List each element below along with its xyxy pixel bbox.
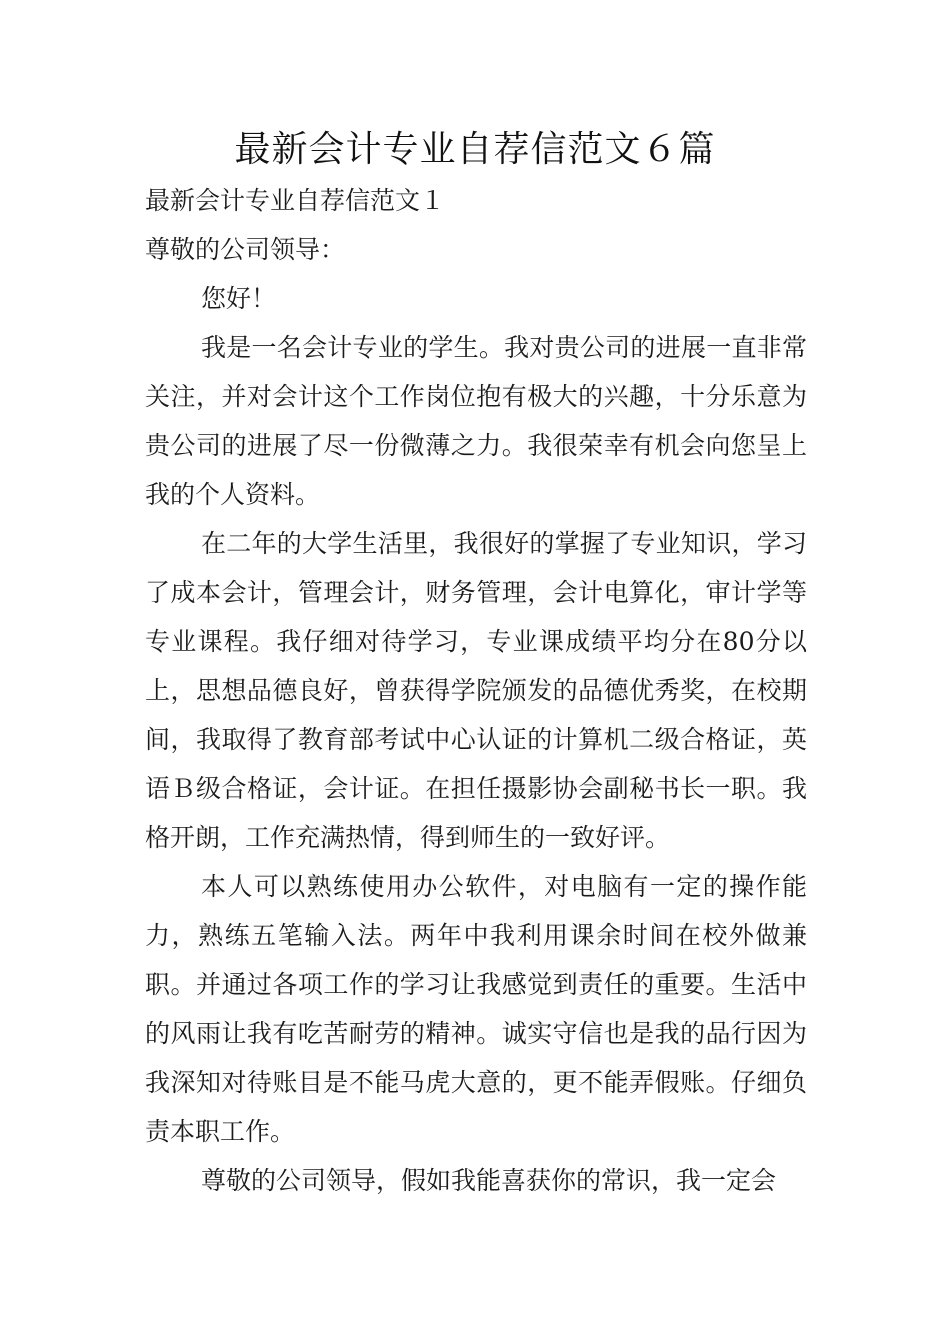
paragraph-closing: 尊敬的公司领导，假如我能喜获你的常识，我一定会: [201, 1166, 777, 1195]
salutation: 尊敬的公司领导：: [145, 235, 346, 264]
document-body: [145, 176, 807, 1205]
paragraph-education: 在二年的大学生活里，我很好的掌握了专业知识，学习了成本会计，管理会计，财务管理，会计电算化，审计学等专业课程。我仔细对待学习，专业课成绩平均分在80分以上，思想品德良好，曾获得学院颁发的品德优秀奖，在校期间，我取得了教育部考试中心认证的计算机二级合格证，英语Ｂ级合格证，会计证。在担任摄影协会副秘书长一职。我格开朗，工作充满热情，得到师生的一致好评。: [145, 529, 807, 852]
paragraph-intro: 我是一名会计专业的学生。我对贵公司的进展一直非常关注，并对会计这个工作岗位抱有极大的兴趣，十分乐意为贵公司的进展了尽一份微薄之力。我很荣幸有机会向您呈上我的个人资料。: [145, 333, 807, 509]
document-title: 最新会计专业自荐信范文６篇: [234, 129, 716, 170]
paragraph-skills: 本人可以熟练使用办公软件，对电脑有一定的操作能力，熟练五笔输入法。两年中我利用课余时间在校外做兼职。并通过各项工作的学习让我感觉到责任的重要。生活中的风雨让我有吃苦耐劳的精神。诚实守信也是我的品行因为我深知对待账目是不能马虎大意的，更不能弄假账。仔细负责本职工作。: [145, 872, 807, 1146]
letter-subtitle: 最新会计专业自荐信范文１: [145, 186, 446, 215]
greeting: 您好！: [201, 284, 277, 313]
